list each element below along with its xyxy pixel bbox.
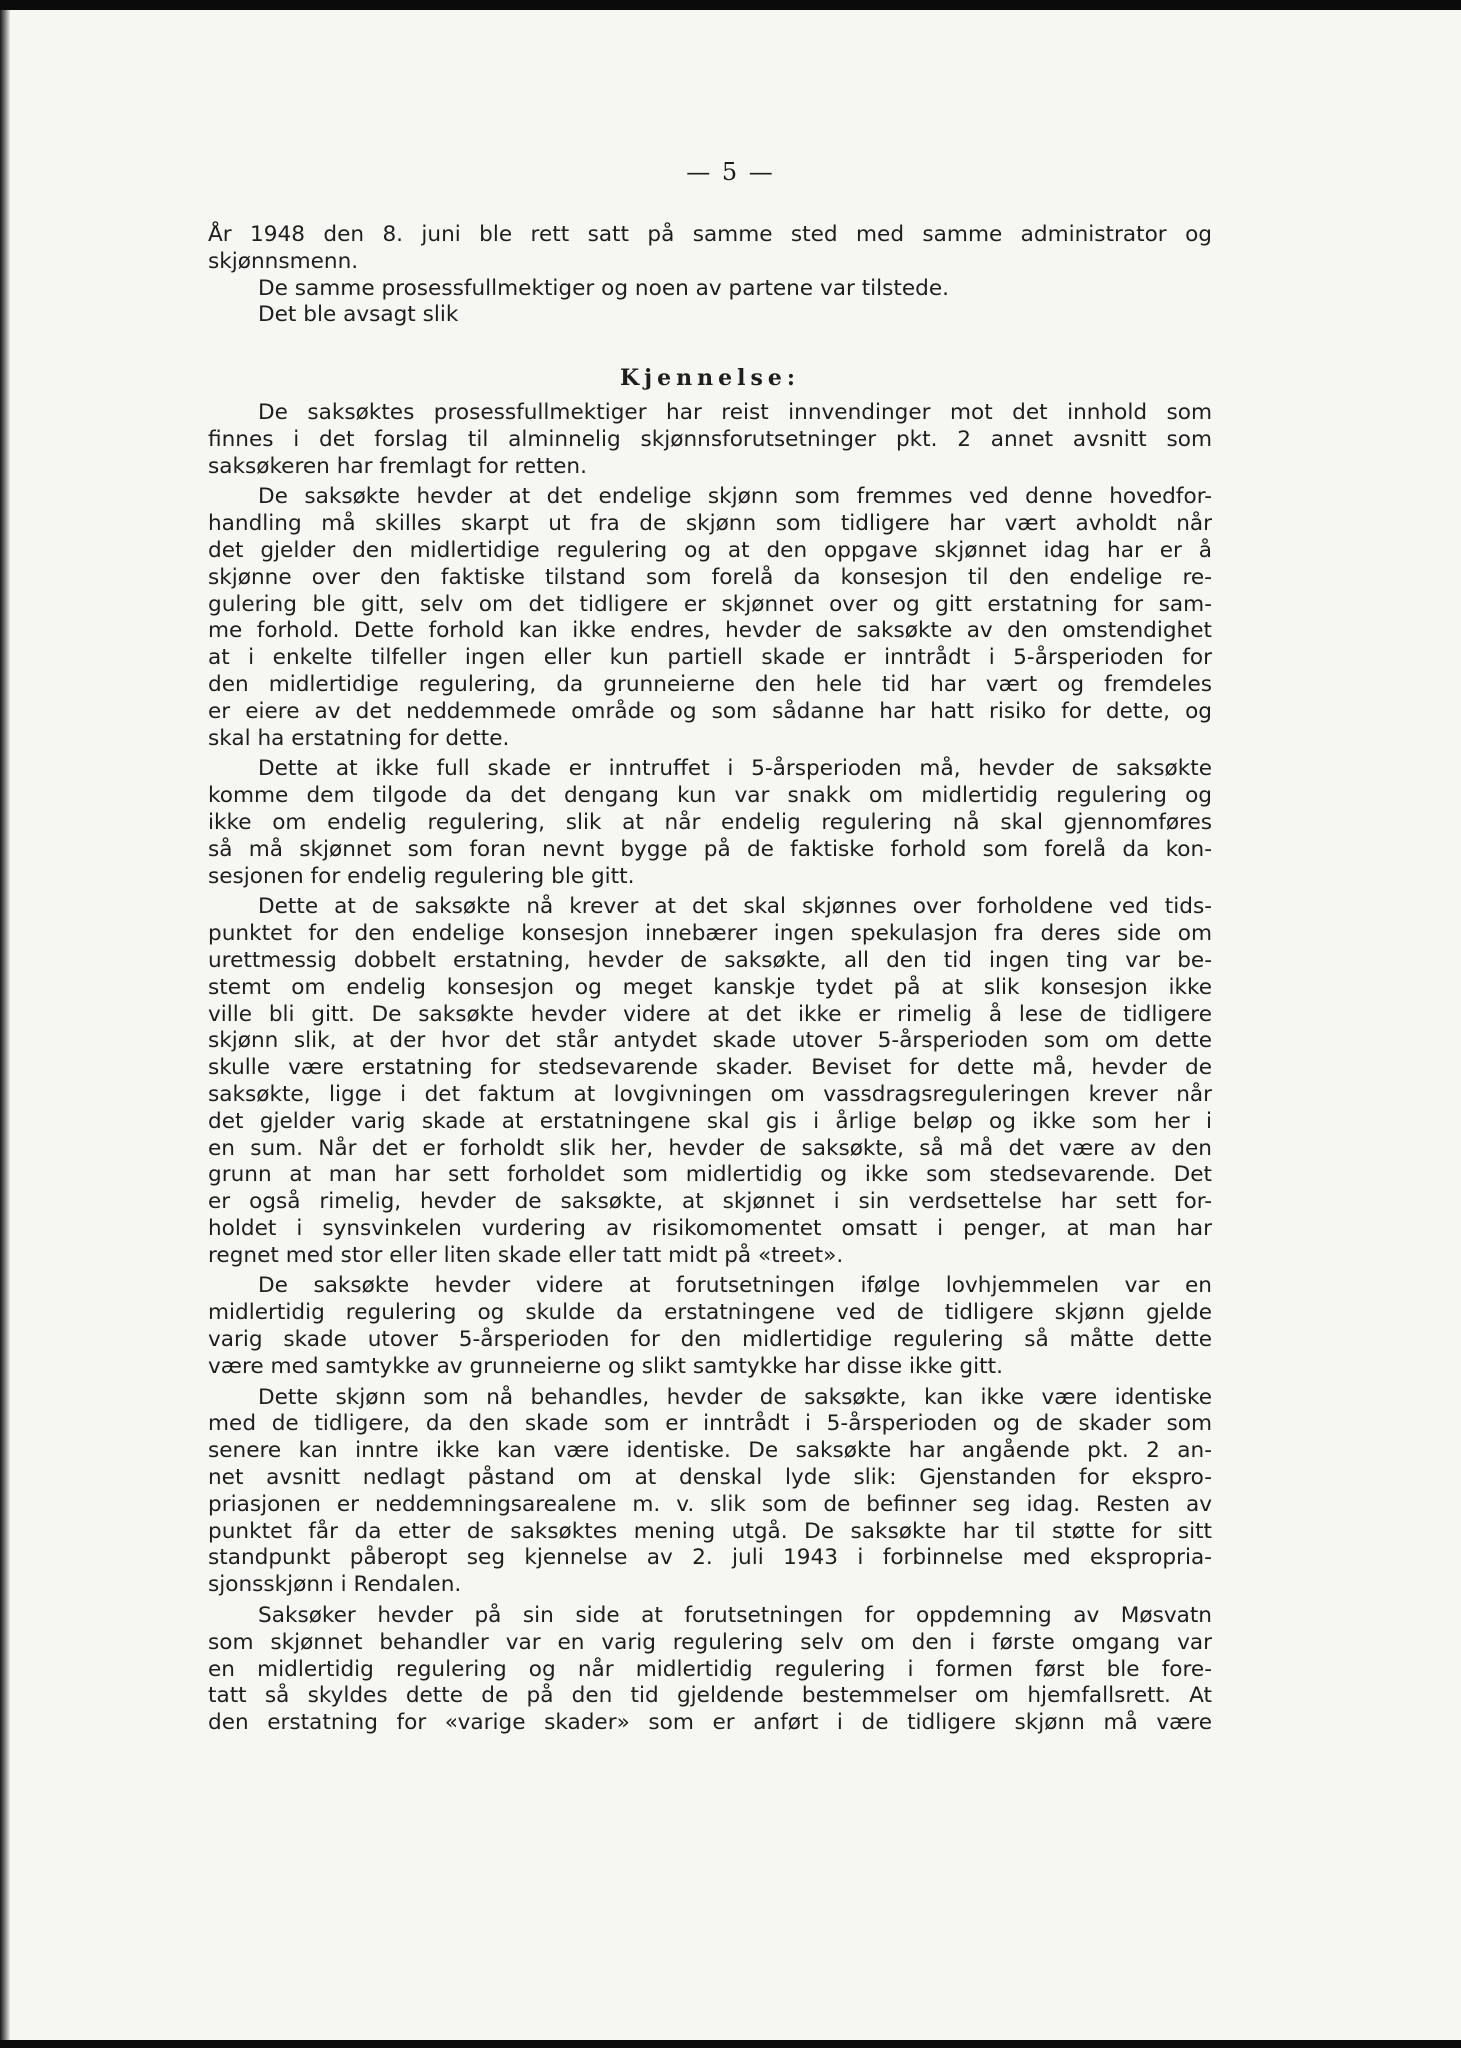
paragraph-line: gulering ble gitt, selv om det tidligere er skjønnet over og gitt erstatning for sam-	[208, 591, 1212, 617]
paragraph	[208, 400, 1212, 480]
paragraph-line: en sum. Når det er forholdt slik her, hevder de saksøkte, så må det være av den	[208, 1135, 1212, 1161]
paragraph-line: komme dem tilgode da det dengang kun var snakk om midlertidig regulering og	[208, 783, 1212, 809]
paragraph-line: ikke om endelig regulering, slik at når endelig regulering nå skal gjennomføres	[208, 809, 1212, 835]
intro-line: År 1948 den 8. juni ble rett satt på samme sted med samme administrator og	[208, 222, 1212, 247]
scan-edge	[0, 10, 10, 2040]
paragraph-line: det gjelder den midlertidige regulering og at den oppgave skjønnet idag har er å	[208, 537, 1212, 563]
paragraph-line: finnes i det forslag til alminnelig skjønnsforutsetninger pkt. 2 annet avsnitt som	[208, 426, 1212, 452]
paragraph-line: det gjelder varig skade at erstatningene skal gis i årlige beløp og ikke som her i	[208, 1108, 1212, 1134]
paragraph-line: tatt så skyldes dette de på den tid gjeldende bestemmelser om hjemfallsrett. At	[208, 1683, 1212, 1709]
intro-line: skjønnsmenn.	[208, 248, 359, 274]
paragraph-line: handling må skilles skarpt ut fra de skjønn som tidligere har vært avholdt når	[208, 511, 1212, 537]
paragraph-line: saksøkeren har fremlagt for retten.	[208, 453, 587, 479]
paragraph-line: punktet får da etter de saksøktes mening utgå. De saksøkte har til støtte for sitt	[208, 1518, 1212, 1544]
paragraph-line: me forhold. Dette forhold kan ikke endres, hevder de saksøkte av den omstendighet	[208, 618, 1212, 644]
paragraph	[208, 1603, 1212, 1737]
paragraph-line: er eiere av det neddemmede område og som sådanne har hatt risiko for dette, og	[208, 698, 1212, 724]
paragraph-line: net avsnitt nedlagt påstand om at denskal lyde slik: Gjenstanden for ekspro-	[208, 1465, 1212, 1491]
paragraph-line: holdet i synsvinkelen vurdering av risikomomentet omsatt i penger, at man har	[208, 1215, 1212, 1241]
document-page	[0, 10, 1461, 2040]
paragraph-line: som skjønnet behandler var en varig regulering selv om den i første omgang var	[208, 1629, 1212, 1655]
paragraph-line: stemt om endelig konsesjon og meget kanskje tydet på at slik konsesjon ikke	[208, 974, 1212, 1000]
paragraph-line: urettmessig dobbelt erstatning, hevder de saksøkte, all den tid ingen ting var be-	[208, 947, 1212, 973]
paragraph-line: punktet for den endelige konsesjon innebærer ingen spekulasjon fra deres side om	[208, 921, 1212, 947]
paragraph-line: Saksøker hevder på sin side at forutsetningen for oppdemning av Møsvatn	[258, 1603, 1212, 1629]
paragraph-line: De saksøkte hevder videre at forutsetningen ifølge lovhjemmelen var en	[258, 1273, 1212, 1299]
paragraph-line: sesjonen for endelig regulering ble gitt.	[208, 863, 635, 889]
paragraph-line: med de tidligere, da den skade som er inntrådt i 5-årsperioden og de skader som	[208, 1411, 1212, 1437]
paragraph	[208, 1385, 1212, 1599]
paragraph-line: den midlertidige regulering, da grunneierne den hele tid har vært og fremdeles	[208, 671, 1212, 697]
paragraph-line: varig skade utover 5-årsperioden for den midlertidige regulering så måtte dette	[208, 1327, 1212, 1353]
paragraph-line: ville bli gitt. De saksøkte hevder videre at det ikke er rimelig å lese de tidligere	[208, 1001, 1212, 1027]
paragraph	[208, 756, 1212, 890]
document-body	[208, 222, 1212, 1741]
paragraph-line: skjønne over den faktiske tilstand som forelå da konsesjon til den endelige re-	[208, 564, 1212, 590]
paragraph-line: er også rimelig, hevder de saksøkte, at skjønnet i sin verdsettelse har sett for-	[208, 1189, 1212, 1215]
paragraph-line: skal ha erstatning for dette.	[208, 725, 510, 751]
paragraph-line: skulle være erstatning for stedsevarende skader. Beviset for dette må, hevder de	[208, 1055, 1212, 1081]
paragraph	[208, 894, 1212, 1269]
paragraph-line: den erstatning for «varige skader» som er anført i de tidligere skjønn må være	[208, 1710, 1212, 1736]
paragraph-line: regnet med stor eller liten skade eller tatt midt på «treet».	[208, 1242, 844, 1268]
paragraph-line: midlertidig regulering og skulde da erstatningene ved de tidligere skjønn gjelde	[208, 1300, 1212, 1326]
paragraph-line: en midlertidig regulering og når midlertidig regulering i formen først ble fore-	[208, 1656, 1212, 1682]
paragraph-line: De saksøkte hevder at det endelige skjønn som fremmes ved denne hovedfor-	[258, 484, 1212, 510]
paragraph-line: standpunkt påberopt seg kjennelse av 2. juli 1943 i forbinnelse med ekspropria-	[208, 1545, 1212, 1571]
paragraph-line: grunn at man har sett forholdet som midlertidig og ikke som stedsevarende. Det	[208, 1162, 1212, 1188]
paragraph-line: Dette at ikke full skade er inntruffet i 5-årsperioden må, hevder de saksøkte	[258, 756, 1212, 782]
paragraph-line: så må skjønnet som foran nevnt bygge på de faktiske forhold som forelå da kon-	[208, 836, 1212, 862]
paragraph-line: skjønn slik, at der hvor det står antydet skade utover 5-årsperioden som om dette	[208, 1028, 1212, 1054]
paragraph-line: priasjonen er neddemningsarealene m. v. slik som de befinner seg idag. Resten av	[208, 1491, 1212, 1517]
paragraph-line: være med samtykke av grunneierne og slikt samtykke har disse ikke gitt.	[208, 1353, 1003, 1379]
paragraph-line: saksøkte, ligge i det faktum at lovgivningen om vassdragsreguleringen krever når	[208, 1081, 1212, 1107]
intro-line: De samme prosessfullmektiger og noen av partene var tilstede.	[258, 275, 950, 301]
paragraph	[208, 484, 1212, 752]
paragraph-line: Dette skjønn som nå behandles, hevder de saksøkte, kan ikke være identiske	[258, 1384, 1212, 1410]
paragraph-line: sjonsskjønn i Rendalen.	[208, 1572, 462, 1598]
intro-line: Det ble avsagt slik	[258, 302, 459, 328]
paragraph-line: senere kan inntre ikke kan være identiske. De saksøkte har angående pkt. 2 an-	[208, 1438, 1212, 1464]
intro-block	[208, 222, 1212, 329]
paragraph-line: Dette at de saksøkte nå krever at det skal skjønnes over forholdene ved tids-	[258, 894, 1212, 920]
paragraph-line: De saksøktes prosessfullmektiger har reist innvendinger mot det innhold som	[258, 399, 1212, 425]
paragraph-line: at i enkelte tilfeller ingen eller kun partiell skade er inntrådt i 5-årsperioden for	[208, 645, 1212, 671]
section-heading: Kjennelse:	[620, 365, 800, 392]
paragraph	[208, 1273, 1212, 1380]
page-number: — 5 —	[686, 158, 775, 186]
ruling-paragraphs	[208, 400, 1212, 1741]
